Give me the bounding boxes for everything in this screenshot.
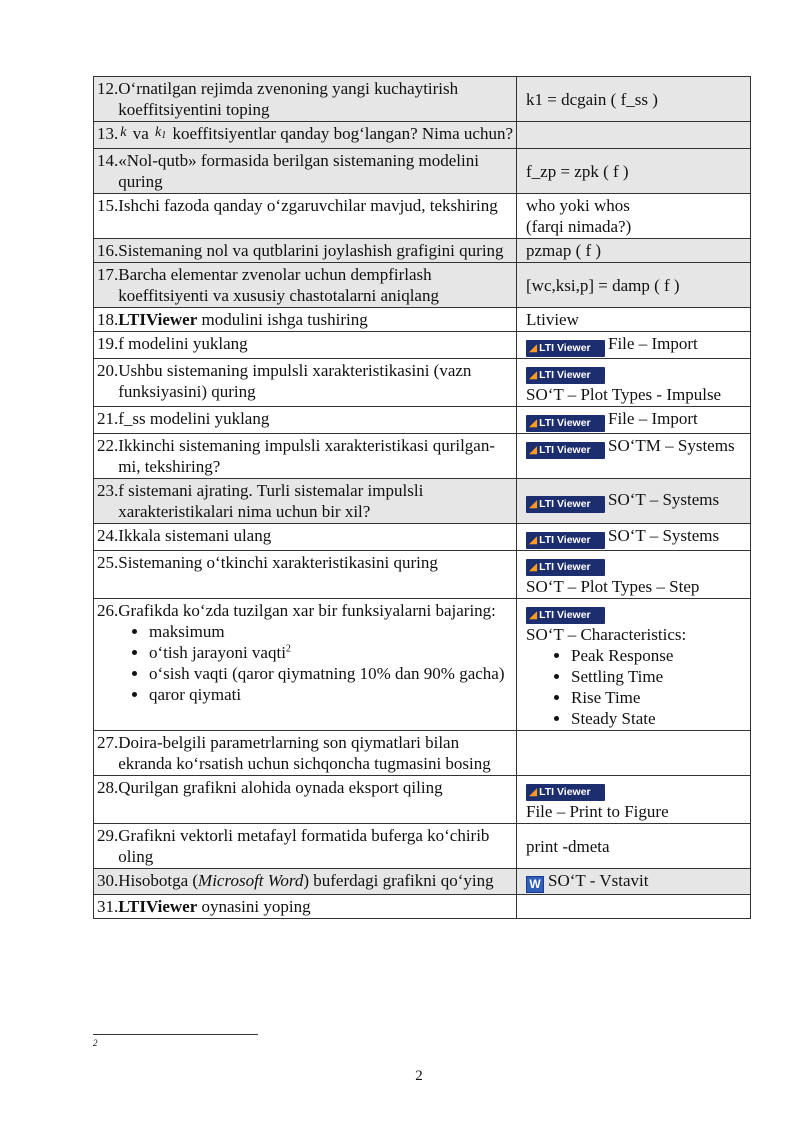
lti-viewer-icon: ◢ LTI Viewer	[526, 784, 605, 801]
step-command: [wc,ksi,p] = damp ( f )	[526, 275, 680, 295]
lti-viewer-icon: ◢ LTI Viewer	[526, 442, 605, 459]
table-row: 12. O‘rnatilgan rejimda zvenoning yangi kuchaytirish koeffitsiyentini toping k1 = dcgain ( f_ss )	[94, 77, 751, 122]
lti-viewer-icon: ◢ LTI Viewer	[526, 340, 605, 357]
table-row: 22. Ikkinchi sistemaning impulsli xarakteristikasi qurilgan-mi, tekshiring? ◢ LTI Viewer SO‘TM – Systems	[94, 434, 751, 479]
step-command: SO‘T – Systems	[608, 490, 720, 509]
table-row: 29. Grafikni vektorli metafayl formatida buferga ko‘chirib oling print -dmeta	[94, 824, 751, 869]
step-instruction: k va k1 koeffitsiyentlar qanday bog‘langan? Nima uchun?	[120, 124, 513, 143]
table-row: 15. Ishchi fazoda qanday o‘zgaruvchilar mavjud, tekshiring who yoki whos (farqi nimada?)	[94, 194, 751, 239]
step-instruction: Grafikda ko‘zda tuzilgan xar bir funksiyalarni bajaring:	[118, 601, 496, 620]
footnote-mark: 2	[93, 1038, 98, 1048]
list-item: • maksimum	[149, 621, 513, 642]
step-command: SO‘T – Characteristics:	[526, 625, 687, 644]
step-command: k1 = dcgain ( f_ss )	[526, 89, 658, 109]
page-number: 2	[415, 1068, 423, 1084]
step-instruction: Qurilgan grafikni alohida oynada eksport qiling	[118, 778, 443, 797]
table-row: 30. Hisobotga (Microsoft Word) buferdagi grafikni qo‘ying W SO‘T - Vstavit	[94, 869, 751, 895]
word-icon: W	[526, 876, 544, 893]
list-item: • Peak Response	[571, 645, 746, 666]
table-row: 21. f_ss modelini yuklang ◢ LTI Viewer File – Import	[94, 407, 751, 434]
lti-viewer-icon: ◢ LTI Viewer	[526, 415, 605, 432]
table-row: 24. Ikkala sistemani ulang ◢ LTI Viewer SO‘T – Systems	[94, 524, 751, 551]
table-row: 19. f modelini yuklang ◢ LTI Viewer File – Import	[94, 332, 751, 359]
bullet-list	[97, 621, 513, 705]
step-instruction: Sistemaning nol va qutblarini joylashish grafigini quring	[118, 241, 504, 260]
footnote-separator	[93, 1034, 258, 1035]
step-instruction: LTIViewer oynasini yoping	[118, 897, 311, 916]
step-command: print -dmeta	[526, 836, 610, 856]
step-instruction: Ishchi fazoda qanday o‘zgaruvchilar mavjud, tekshiring	[118, 196, 498, 215]
list-item: • Steady State	[571, 708, 746, 729]
step-instruction: Ushbu sistemaning impulsli xarakteristikasini (vazn funksiyasini) quring	[118, 361, 472, 401]
step-command: Ltiview	[526, 310, 579, 329]
lti-viewer-icon: ◢ LTI Viewer	[526, 532, 605, 549]
step-instruction: O‘rnatilgan rejimda zvenoning yangi kuchaytirish koeffitsiyentini toping	[118, 79, 459, 119]
step-instruction: Ikkinchi sistemaning impulsli xarakteristikasi qurilgan-mi, tekshiring?	[118, 436, 496, 476]
list-item: • qaror qiymati	[149, 684, 513, 705]
table-row: 16. Sistemaning nol va qutblarini joylashish grafigini quring pzmap ( f )	[94, 239, 751, 263]
step-instruction: «Nol-qutb» formasida berilgan sistemaning modelini quring	[118, 151, 479, 191]
table-row: 18. LTIViewer modulini ishga tushiring Ltiview	[94, 308, 751, 332]
table-row: 23. f sistemani ajrating. Turli sistemalar impulsli xarakteristikalari nima uchun bir xil? ◢ LTI Viewer SO‘T – Systems	[94, 479, 751, 524]
lti-viewer-icon: ◢ LTI Viewer	[526, 607, 605, 624]
step-command: SO‘T – Systems	[608, 526, 720, 545]
step-instruction: Barcha elementar zvenolar uchun dempfirlash koeffitsiyenti va xususiy chastotalarni aniqlang	[118, 265, 439, 305]
step-command: File – Import	[608, 334, 698, 353]
lti-viewer-icon: ◢ LTI Viewer	[526, 496, 605, 513]
step-instruction: Sistemaning o‘tkinchi xarakteristikasini quring	[118, 553, 438, 572]
step-command: SO‘T – Plot Types – Step	[526, 577, 700, 596]
table-row: 27. Doira-belgili parametrlarning son qiymatlari bilan ekranda ko‘rsatish uchun sichqoncha tugmasini bosing	[94, 731, 751, 776]
step-command: SO‘T – Plot Types - Impulse	[526, 385, 722, 404]
list-item: • o‘sish vaqti (qaror qiymatning 10% dan 90% gacha)	[149, 663, 513, 684]
bullet-list	[526, 645, 746, 729]
step-instruction: f sistemani ajrating. Turli sistemalar impulsli xarakteristikalari nima uchun bir xil?	[118, 481, 424, 521]
list-item: • Settling Time	[571, 666, 746, 687]
k1-symbol: k1	[155, 125, 167, 141]
step-instruction: Doira-belgili parametrlarning son qiymatlari bilan ekranda ko‘rsatish uchun sichqoncha tugmasini bosing	[118, 733, 491, 773]
table-row: 13. k va k1 koeffitsiyentlar qanday bog‘langan? Nima uchun?	[94, 122, 751, 149]
step-instruction: f_ss modelini yuklang	[118, 409, 270, 428]
table-row: 14. «Nol-qutb» formasida berilgan sistemaning modelini quring f_zp = zpk ( f )	[94, 149, 751, 194]
step-command: who yoki whos	[526, 196, 630, 215]
k-symbol: k	[120, 125, 127, 140]
step-note: (farqi nimada?)	[526, 217, 632, 236]
step-command: File – Import	[608, 409, 698, 428]
list-item: • o‘tish jarayoni vaqti$^2$	[149, 642, 513, 663]
step-instruction: Hisobotga (Microsoft Word) buferdagi grafikni qo‘ying	[118, 871, 494, 890]
lti-viewer-icon: ◢ LTI Viewer	[526, 559, 605, 576]
table-row: 28. Qurilgan grafikni alohida oynada eksport qiling ◢ LTI Viewer File – Print to Figure	[94, 776, 751, 824]
step-instruction: LTIViewer modulini ishga tushiring	[118, 310, 368, 329]
step-instruction: f modelini yuklang	[118, 334, 248, 353]
table-row: 26. Grafikda ko‘zda tuzilgan xar bir funksiyalarni bajaring: • maksimum • o‘tish jarayoni vaqti$^2$ • o‘sish vaqti (qaror qiymatning 10% dan 90% gacha) • qaror qiymati ◢ LTI Viewer SO‘T – Characteristics: • Peak Response • Settling Time • Rise Time • Steady State	[94, 599, 751, 731]
step-command: f_zp = zpk ( f )	[526, 161, 629, 181]
table-row: 31. LTIViewer oynasini yoping	[94, 895, 751, 919]
table-row: 25. Sistemaning o‘tkinchi xarakteristikasini quring ◢ LTI Viewer SO‘T – Plot Types – Step	[94, 551, 751, 599]
step-command: File – Print to Figure	[526, 802, 669, 821]
step-instruction: Ikkala sistemani ulang	[118, 526, 272, 545]
step-instruction: Grafikni vektorli metafayl formatida buferga ko‘chirib oling	[118, 826, 490, 866]
step-command: pzmap ( f )	[526, 241, 602, 260]
table-row: 20. Ushbu sistemaning impulsli xarakteristikasini (vazn funksiyasini) quring ◢ LTI Viewer SO‘T – Plot Types - Impulse	[94, 359, 751, 407]
list-item: • Rise Time	[571, 687, 746, 708]
steps-table	[93, 76, 751, 919]
step-command: SO‘TM – Systems	[608, 436, 735, 455]
lti-viewer-icon: ◢ LTI Viewer	[526, 367, 605, 384]
step-command: SO‘T - Vstavit	[548, 871, 649, 890]
footnote-ref: 2	[285, 643, 291, 655]
table-row: 17. Barcha elementar zvenolar uchun dempfirlash koeffitsiyenti va xususiy chastotalarni aniqlang [wc,ksi,p] = damp ( f )	[94, 263, 751, 308]
